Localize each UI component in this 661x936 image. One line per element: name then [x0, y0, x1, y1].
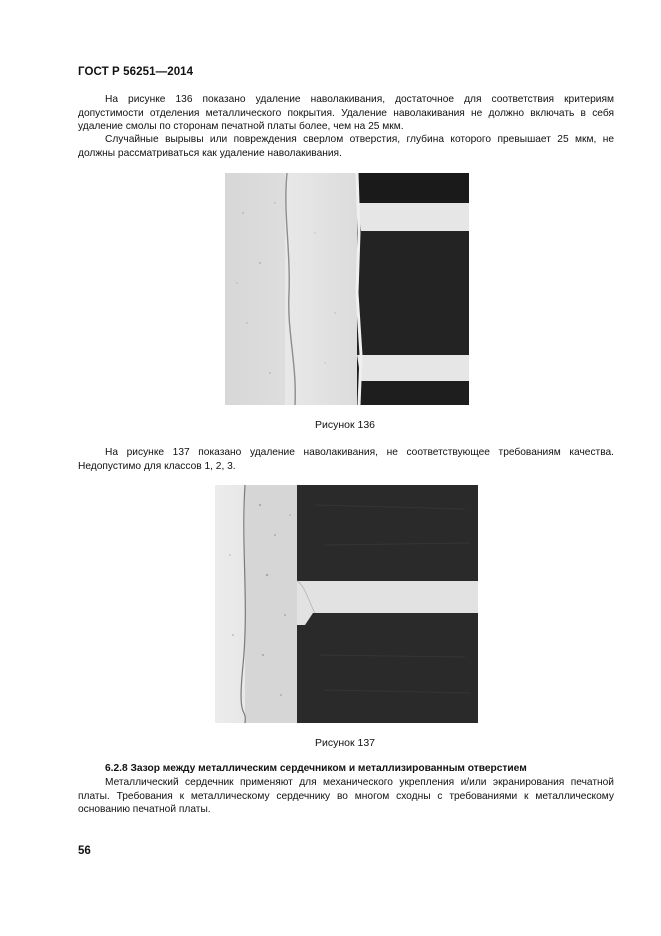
- paragraph-metal-core: Металлический сердечник применяют для механического укрепления и/или экранирования печатной платы. Требования к металлическому сердечнику во многом сходны с требованиями к металлическому основанию печатной платы.: [78, 777, 614, 816]
- paragraph-drill-damage: Случайные вырывы или повреждения сверлом отверстия, глубина которого превышает 25 мкм, не должны рассматриваться как удаление наволакивания.: [78, 134, 614, 159]
- document-header: ГОСТ Р 56251—2014: [78, 66, 194, 78]
- paragraph-fig136-intro: На рисунке 136 показано удаление наволакивания, достаточное для соответствия критериям допустимости отделения металлического покрытия. Удаление наволакивания не должно включать в себя удаление смолы по сторонам печатной платы более, чем на 25 мкм.: [78, 94, 614, 133]
- paragraph-fig137-intro: На рисунке 137 показано удаление наволакивания, не соответствующее требованиям качества. Недопустимо для классов 1, 2, 3.: [78, 447, 614, 472]
- figure-136-caption: Рисунок 136: [314, 419, 376, 431]
- figure-137-micrograph: [215, 485, 478, 723]
- section-heading: 6.2.8 Зазор между металлическим сердечником и металлизированным отверстием: [105, 763, 527, 774]
- figure-136-micrograph: [225, 173, 469, 405]
- figure-137-caption: Рисунок 137: [314, 737, 376, 749]
- page-number: 56: [78, 845, 91, 857]
